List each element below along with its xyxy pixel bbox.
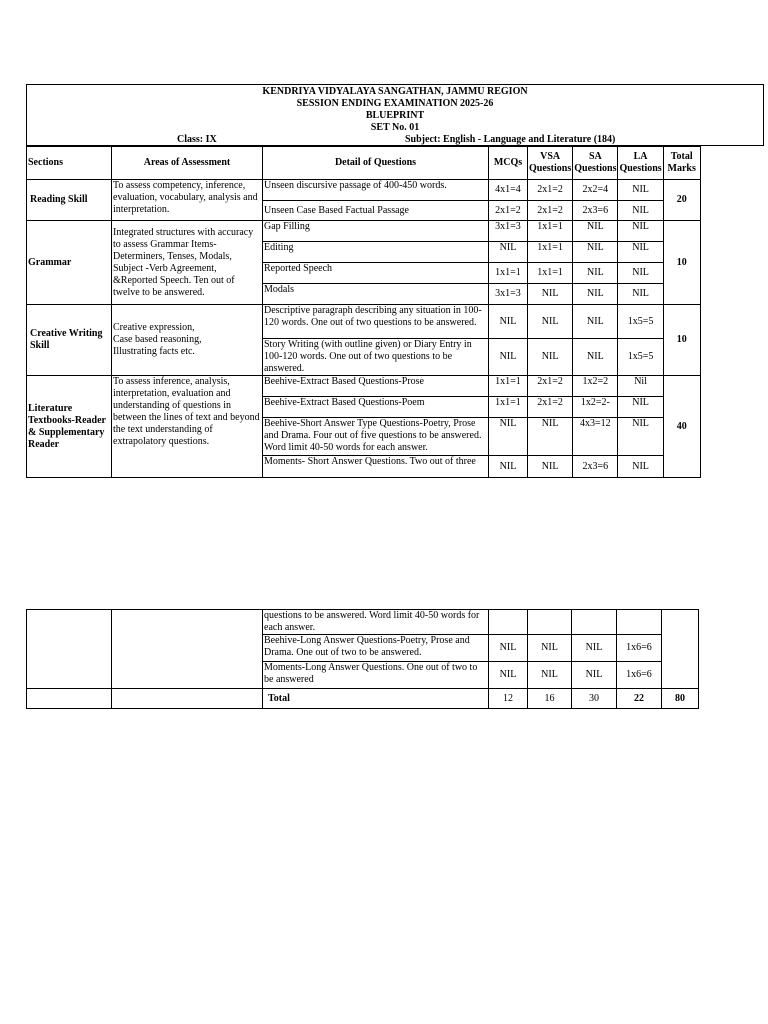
- col-mcq: MCQs: [489, 147, 528, 180]
- vsa-cell: 1x1=1: [528, 221, 573, 242]
- la-cell: [617, 610, 662, 635]
- sa-cell: 2x3=6: [573, 456, 618, 478]
- column-header-row: [27, 147, 701, 180]
- grand-total: 80: [662, 689, 699, 709]
- total-row: [27, 689, 699, 709]
- la-cell: Nil: [618, 376, 663, 397]
- mcq-cell: NIL: [489, 456, 528, 478]
- mcq-cell: NIL: [489, 418, 528, 456]
- sa-cell: NIL: [573, 284, 618, 305]
- total-mcq: 12: [489, 689, 528, 709]
- vsa-cell: 2x1=2: [528, 180, 573, 201]
- sa-cell: NIL: [573, 242, 618, 263]
- mcq-cell: 1x1=1: [489, 397, 528, 418]
- sa-cell: NIL: [573, 339, 618, 376]
- detail-cell: Moments-Long Answer Questions. One out of two to be answered: [263, 662, 489, 689]
- vsa-cell: 1x1=1: [528, 242, 573, 263]
- vsa-cell: 2x1=2: [528, 397, 573, 418]
- table-row: [27, 180, 701, 201]
- exam-title: SESSION ENDING EXAMINATION 2025-26: [296, 98, 494, 109]
- area-creative: [112, 305, 263, 376]
- vsa-cell: NIL: [528, 662, 572, 689]
- mcq-cell: NIL: [489, 635, 528, 662]
- mcq-cell: NIL: [489, 662, 528, 689]
- section-literature: Literature Textbooks-Reader & Supplementary Reader: [27, 376, 112, 478]
- la-cell: 1x5=5: [618, 339, 663, 376]
- sa-cell: 2x2=4: [573, 180, 618, 201]
- blueprint-table-continued: [26, 609, 699, 709]
- total-la: 22: [617, 689, 662, 709]
- vsa-cell: NIL: [528, 305, 573, 339]
- la-cell: 1x5=5: [618, 305, 663, 339]
- sa-cell: 1x2=2-: [573, 397, 618, 418]
- la-cell: NIL: [618, 456, 663, 478]
- sa-cell: NIL: [573, 305, 618, 339]
- mcq-cell: NIL: [489, 339, 528, 376]
- detail-cell: Editing: [263, 242, 489, 263]
- mcq-cell: 3x1=3: [489, 284, 528, 305]
- col-vsa: VSA Questions: [528, 147, 573, 180]
- section-blank: [27, 610, 112, 689]
- sa-cell: NIL: [572, 635, 617, 662]
- total-creative: 10: [663, 305, 700, 376]
- vsa-cell: NIL: [528, 418, 573, 456]
- section-grammar: Grammar: [27, 221, 112, 305]
- blueprint-header: [26, 84, 764, 146]
- section-reading: Reading Skill: [27, 180, 112, 221]
- detail-cell: Moments- Short Answer Questions. Two out of three: [263, 456, 489, 478]
- detail-cell: Beehive-Short Answer Type Questions-Poetry, Prose and Drama. Four out of five questions to be answered. Word limit 40-50 words for each answer.: [263, 418, 489, 456]
- mcq-cell: NIL: [489, 305, 528, 339]
- detail-cell: Unseen discursive passage of 400-450 words.: [263, 180, 489, 201]
- la-cell: NIL: [618, 242, 663, 263]
- mcq-cell: 3x1=3: [489, 221, 528, 242]
- la-cell: NIL: [618, 180, 663, 201]
- mcq-cell: 4x1=4: [489, 180, 528, 201]
- col-detail: Detail of Questions: [263, 147, 489, 180]
- detail-cell: Beehive-Extract Based Questions-Prose: [263, 376, 489, 397]
- subject-label: Subject: English - Language and Literature (184): [405, 134, 616, 145]
- sa-cell: 4x3=12: [573, 418, 618, 456]
- vsa-cell: NIL: [528, 456, 573, 478]
- vsa-cell: 1x1=1: [528, 263, 573, 284]
- vsa-cell: NIL: [528, 635, 572, 662]
- area-literature: To assess inference, analysis, interpretation, evaluation and understanding of questions in between the lines of text and beyond the text understanding of extrapolatory questions.: [112, 376, 263, 478]
- mcq-cell: 1x1=1: [489, 263, 528, 284]
- set-number: SET No. 01: [370, 122, 420, 133]
- mcq-cell: 2x1=2: [489, 201, 528, 221]
- col-la: LA Questions: [618, 147, 663, 180]
- area-line: Case based reasoning,: [113, 334, 202, 345]
- col-sa: SA Questions: [573, 147, 618, 180]
- la-cell: NIL: [618, 263, 663, 284]
- total-blank-cell: [27, 689, 112, 709]
- la-cell: NIL: [618, 201, 663, 221]
- detail-cell: Reported Speech: [263, 263, 489, 284]
- sa-cell: NIL: [573, 221, 618, 242]
- la-cell: NIL: [618, 284, 663, 305]
- detail-cell: Beehive-Extract Based Questions-Poem: [263, 397, 489, 418]
- total-label: Total: [263, 689, 489, 709]
- vsa-cell: 2x1=2: [528, 376, 573, 397]
- table-row: [27, 610, 699, 635]
- la-cell: NIL: [618, 418, 663, 456]
- table-row: [27, 376, 701, 397]
- class-label: Class: IX: [177, 134, 217, 145]
- col-sections: Sections: [27, 147, 112, 180]
- mcq-cell: 1x1=1: [489, 376, 528, 397]
- vsa-cell: [528, 610, 572, 635]
- area-grammar: Integrated structures with accuracy to assess Grammar Items-Determiners, Tenses, Modals, Subject -Verb Agreement, &Reported Speech. Ten out of twelve to be answered.: [112, 221, 263, 305]
- area-blank: [112, 610, 263, 689]
- detail-cell: Unseen Case Based Factual Passage: [263, 201, 489, 221]
- vsa-cell: NIL: [528, 284, 573, 305]
- detail-cell: Story Writing (with outline given) or Diary Entry in 100-120 words. One out of two questions to be answered.: [263, 339, 489, 376]
- sa-cell: NIL: [573, 263, 618, 284]
- vsa-cell: NIL: [528, 339, 573, 376]
- mcq-cell: NIL: [489, 242, 528, 263]
- la-cell: 1x6=6: [617, 635, 662, 662]
- sa-cell: NIL: [572, 662, 617, 689]
- total-blank: [662, 610, 699, 689]
- col-total: Total Marks: [663, 147, 700, 180]
- sa-cell: [572, 610, 617, 635]
- vsa-cell: 2x1=2: [528, 201, 573, 221]
- la-cell: NIL: [618, 397, 663, 418]
- org-title: KENDRIYA VIDYALAYA SANGATHAN, JAMMU REGION: [262, 86, 528, 97]
- area-line: Illustrating facts etc.: [113, 346, 195, 357]
- total-reading: 20: [663, 180, 700, 221]
- la-cell: 1x6=6: [617, 662, 662, 689]
- sa-cell: 1x2=2: [573, 376, 618, 397]
- sa-cell: 2x3=6: [573, 201, 618, 221]
- table-row: [27, 305, 701, 339]
- mcq-cell: [489, 610, 528, 635]
- detail-cell: Modals: [263, 284, 489, 305]
- class-subject-line: [27, 134, 763, 146]
- detail-continuation: questions to be answered. Word limit 40-50 words for each answer.: [263, 610, 489, 635]
- detail-cell: Descriptive paragraph describing any situation in 100-120 words. One out of two questions to be answered.: [263, 305, 489, 339]
- section-creative: Creative Writing Skill: [27, 305, 112, 376]
- total-sa: 30: [572, 689, 617, 709]
- area-reading: To assess competency, inference, evaluation, vocabulary, analysis and interpretation.: [112, 180, 263, 221]
- table-row: [27, 221, 701, 242]
- total-literature: 40: [663, 376, 700, 478]
- total-vsa: 16: [528, 689, 572, 709]
- total-blank-cell: [112, 689, 263, 709]
- doc-title: BLUEPRINT: [365, 110, 425, 121]
- detail-cell: Gap Filling: [263, 221, 489, 242]
- total-grammar: 10: [663, 221, 700, 305]
- col-areas: Areas of Assessment: [112, 147, 263, 180]
- blueprint-table: [26, 146, 701, 478]
- area-line: Creative expression,: [113, 322, 195, 333]
- la-cell: NIL: [618, 221, 663, 242]
- detail-cell: Beehive-Long Answer Questions-Poetry, Prose and Drama. One out of two to be answered.: [263, 635, 489, 662]
